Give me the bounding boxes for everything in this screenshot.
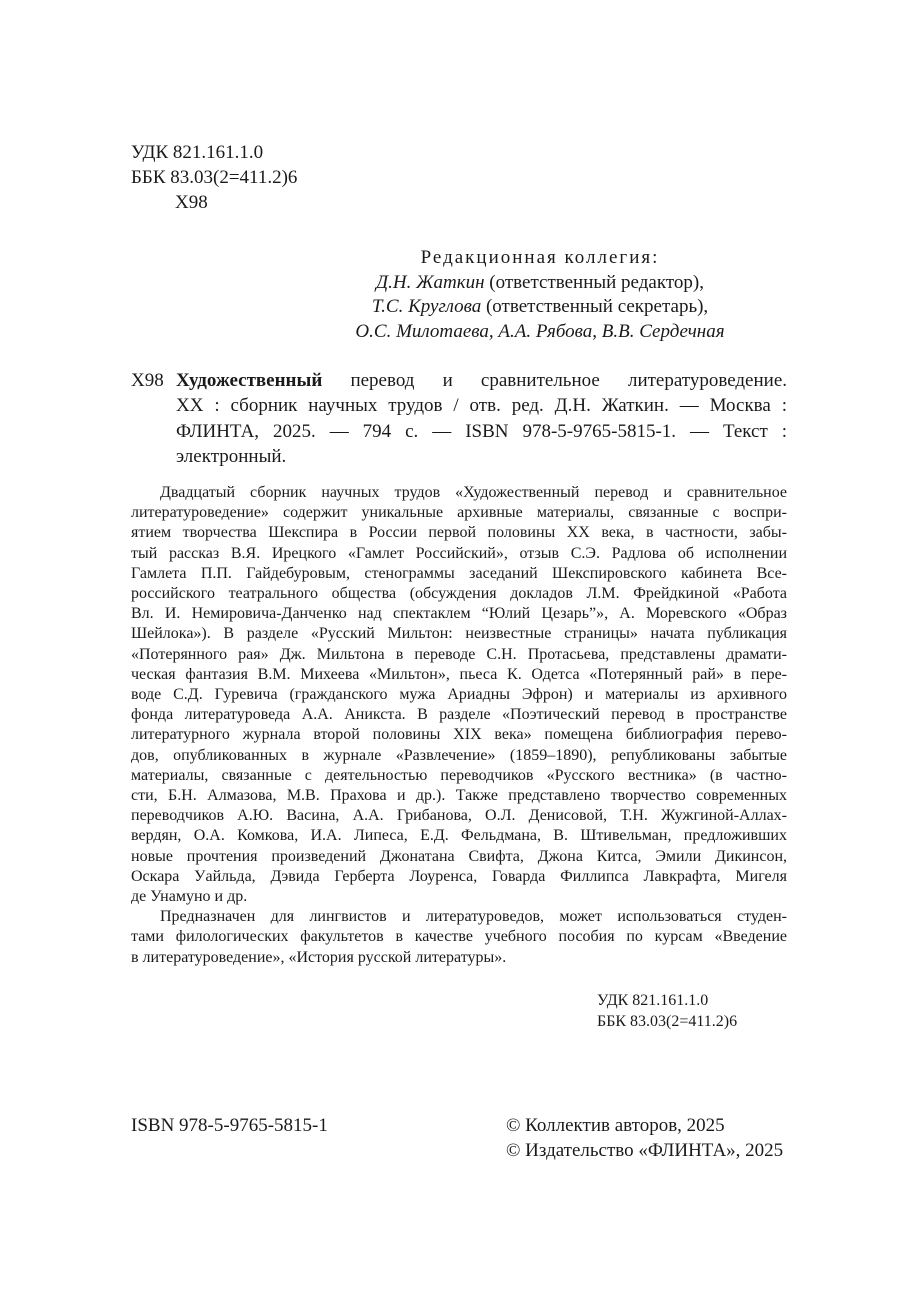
biblio-line-2: XX : сборник научных трудов / отв. ред. Д.Н. Жаткин. — Москва : [176,395,787,417]
annotation-line: ческая фантазия В.М. Михеева «Мильтон», пьеса К. Одетса «Потерянный рай» в пере- [131,665,787,683]
annotation-line: Оскара Уайльда, Дэвида Герберта Лоуренса, Говарда Филлипса Лавкрафта, Мигеля [131,867,787,885]
annotation-line: ятием творчества Шекспира в России первой половины XX века, в частности, забы- [131,524,787,542]
editor-name: Д.Н. Жаткин [376,271,485,293]
udk-code-bottom: УДК 821.161.1.0 [597,992,709,1009]
annotation-line: дов, опубликованных в журнале «Развлечение» (1859–1890), републикованы забытые [131,746,787,764]
copyright-publisher: © Издательство «ФЛИНТА», 2025 [506,1140,784,1162]
biblio-line-3: ФЛИНТА, 2025. — 794 с. — ISBN 978-5-9765-5815-1. — Текст : [176,420,787,442]
annotation-line: материалы, связанные с деятельностью переводчиков «Русского вестника» (в частно- [131,766,787,784]
annotation-line: в литературоведение», «История русской литературы». [131,948,507,966]
isbn: ISBN 978-5-9765-5815-1 [131,1115,328,1136]
annotation-line: воде С.Д. Гуревича (гражданского мужа Ариадны Эфрон) и материалы из архивного [131,686,787,704]
secretary-line [240,295,840,320]
udk-code: УДК 821.161.1.0 [131,142,264,163]
copyright [506,1113,783,1163]
copyright-authors: © Коллектив авторов, 2025 [506,1115,725,1136]
annotation-line: Гамлета П.П. Гайдебуровым, стенограммы заседаний Шекспировского кабинета Все- [131,564,787,582]
book-title-bold: Художественный [176,370,323,391]
annotation-line: российского театрального общества (обсуждения докладов Л.М. Фрейдкиной «Работа [131,585,787,603]
author-mark: Х98 [131,370,164,391]
annotation-line: де Унамуно и др. [131,888,248,906]
annotation-line: сти, Б.Н. Алмазова, М.В. Прахова и др.). Также представлено творчество современных [131,787,787,805]
members-names: О.С. Милотаева, А.А. Рябова, В.В. Сердечная [355,320,725,342]
annotation-line: литературоведение» содержит уникальные архивные материалы, связанные с воспри- [131,504,787,522]
members-line [240,320,840,345]
annotation-line: Вл. И. Немировича-Данченко над спектаклем “Юлий Цезарь”», А. Моревского «Образ [131,605,787,623]
annotation-line: тами филологических факультетов в качестве учебного пособия по курсам «Введение [131,928,787,946]
annotation-line: «Потерянного рая» Дж. Мильтона в переводе С.Н. Протасьева, представлены драмати- [131,645,787,663]
annotation-paragraph-2 [131,907,787,968]
annotation-line: Предназначен для лингвистов и литературоведов, может использоваться студен- [160,908,787,926]
secretary-name: Т.С. Круглова [371,296,482,318]
annotation-line: вердян, О.А. Комкова, И.А. Липеса, Е.Д. Фельдмана, В. Штивельман, предложивших [131,827,787,845]
annotation-line: Шейлока»). В разделе «Русский Мильтон: неизвестные страницы» начата публикация [131,625,787,643]
annotation-line: Двадцатый сборник научных трудов «Художественный перевод и сравнительное [160,484,787,501]
biblio-line-4: электронный. [176,445,287,467]
annotation-line: литературного журнала второй половины XIX века» помещена библиография перево- [131,726,787,744]
annotation [131,483,787,968]
classification-codes-bottom [597,991,737,1032]
editor-line [240,271,840,296]
annotation-line: переводчиков А.Ю. Васина, А.А. Грибанова, О.Л. Денисовой, Т.Н. Жужгиной-Аллах- [131,807,787,825]
editorial-board-heading: Редакционная коллегия: [420,247,660,268]
annotation-paragraph-1 [131,483,787,907]
bibliographic-entry [176,368,787,469]
editorial-board [240,246,840,344]
bbk-code: ББК 83.03(2=411.2)6 [131,167,298,188]
secretary-role: (ответственный секретарь), [481,296,709,318]
editor-role: (ответственный редактор), [484,271,704,293]
annotation-line: новые прочтения произведений Джонатана Свифта, Джона Китса, Эмили Дикинсон, [131,847,787,865]
bbk-code-bottom: ББК 83.03(2=411.2)6 [597,1012,738,1030]
biblio-line-1 [176,368,787,393]
annotation-line: фонда литературоведа А.А. Аникста. В разделе «Поэтический перевод в пространстве [131,706,787,724]
classification-codes-top [131,140,297,215]
author-sign: Х98 [175,192,208,213]
annotation-line: тый рассказ В.Я. Ирецкого «Гамлет Российский», отзыв С.Э. Радлова об исполнении [131,544,787,562]
biblio-line-1-rest: перевод и сравнительное литературоведение. [322,370,787,391]
